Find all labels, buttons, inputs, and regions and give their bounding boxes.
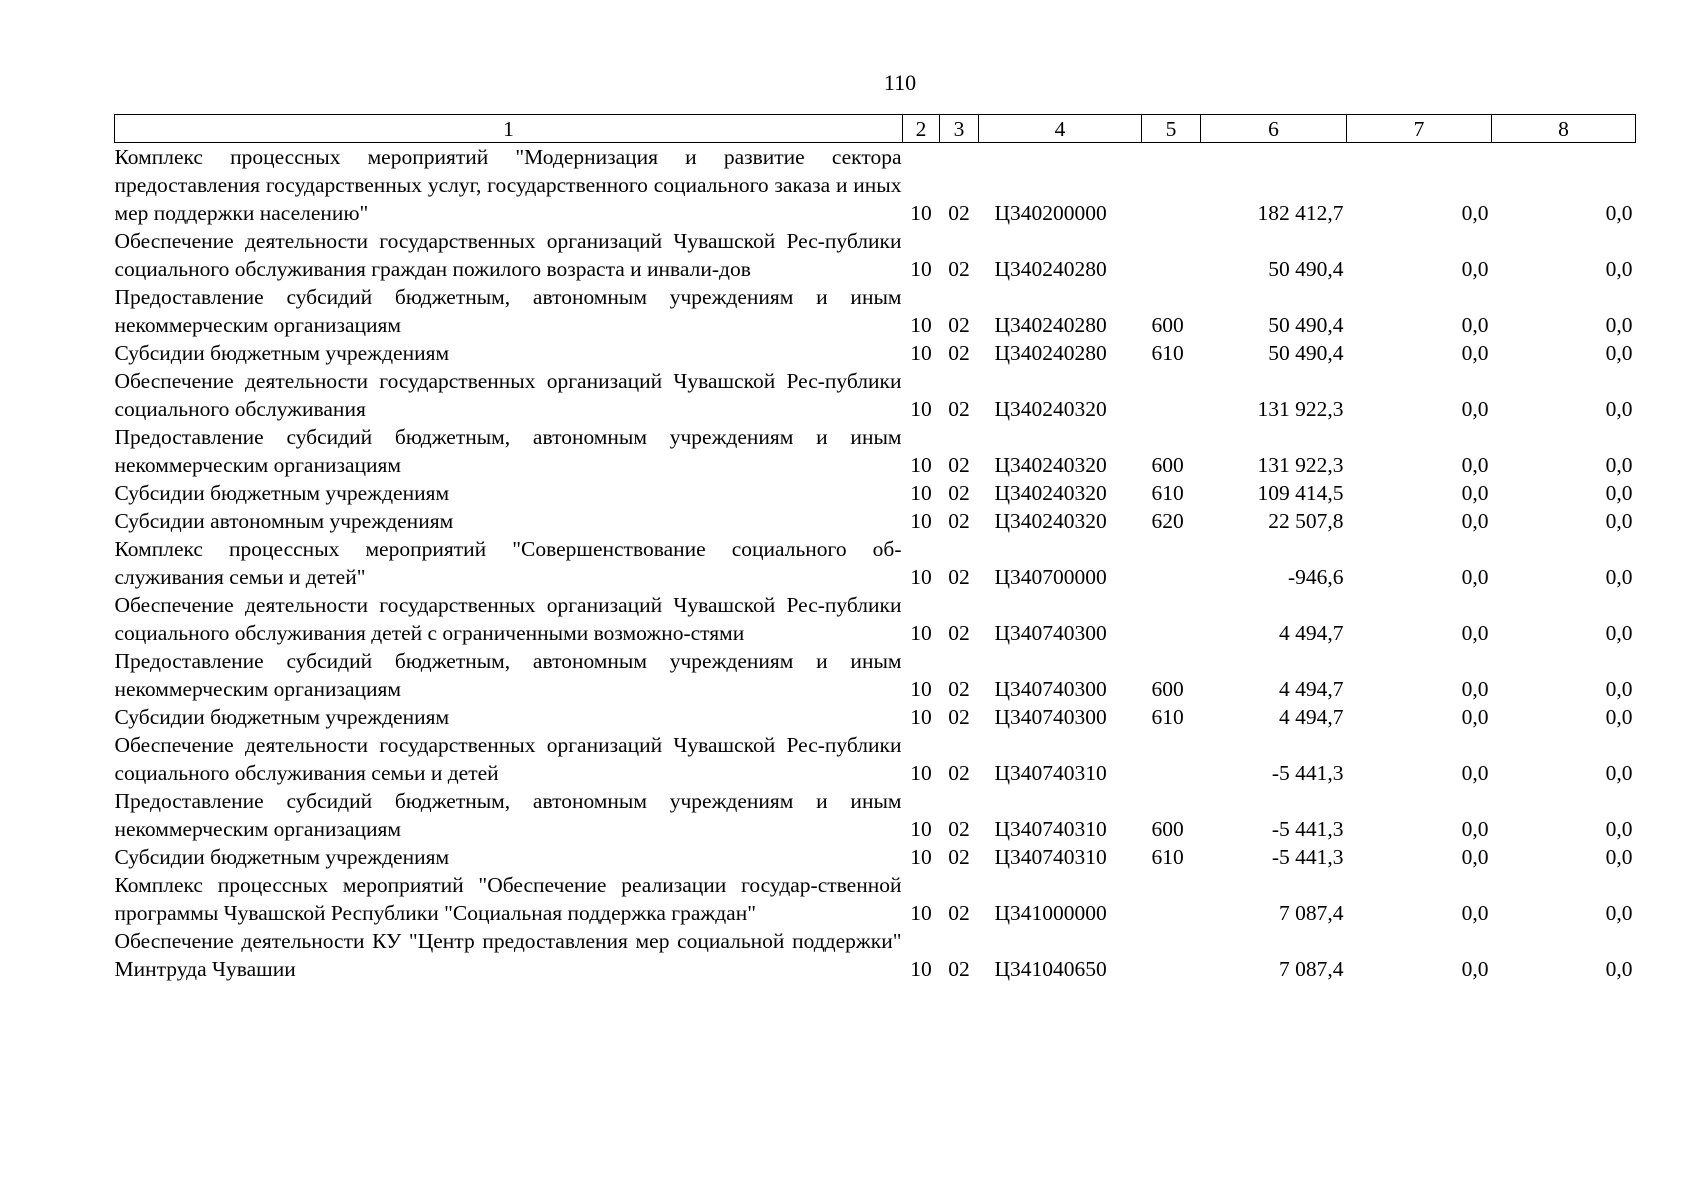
table-row — [115, 871, 1636, 927]
row-subsection: 02 — [948, 201, 970, 225]
row-section: 10 — [910, 817, 932, 841]
row-subsection: 02 — [948, 677, 970, 701]
row-name: Предоставление субсидий бюджетным, автономным учреждениям и иным некоммерческим организациям — [114, 789, 902, 841]
row-amount-col7: 0,0 — [1461, 509, 1489, 533]
row-amount-col7: 0,0 — [1461, 397, 1489, 421]
row-amount-col8: 0,0 — [1605, 481, 1633, 505]
row-subsection: 02 — [948, 957, 970, 981]
row-target-article: Ц340240320 — [994, 509, 1107, 533]
row-expense-type — [1142, 535, 1201, 591]
row-name: Субсидии бюджетным учреждениям — [114, 481, 450, 505]
row-subsection: 02 — [948, 397, 970, 421]
row-amount-col6: 4 494,7 — [1279, 621, 1344, 645]
table-header — [115, 115, 1636, 143]
row-name: Субсидии бюджетным учреждениям — [114, 845, 450, 869]
row-amount-col7: 0,0 — [1461, 481, 1489, 505]
row-amount-col8: 0,0 — [1605, 201, 1633, 225]
column-header-7: 7 — [1347, 115, 1492, 143]
row-target-article: Ц340740310 — [994, 817, 1107, 841]
row-target-article: Ц340240320 — [994, 397, 1107, 421]
row-section: 10 — [910, 901, 932, 925]
row-expense-type — [1142, 367, 1201, 423]
row-name: Предоставление субсидий бюджетным, автономным учреждениям и иным некоммерческим организациям — [114, 285, 902, 337]
table-row — [115, 227, 1636, 283]
row-amount-col8: 0,0 — [1605, 817, 1633, 841]
row-target-article: Ц340740300 — [994, 705, 1107, 729]
row-amount-col7: 0,0 — [1461, 817, 1489, 841]
row-amount-col8: 0,0 — [1605, 313, 1633, 337]
row-amount-col7: 0,0 — [1461, 341, 1489, 365]
column-header-4: 4 — [979, 115, 1142, 143]
row-expense-type: 610 — [1151, 341, 1184, 365]
row-amount-col6: 109 414,5 — [1257, 481, 1344, 505]
row-expense-type — [1142, 143, 1201, 228]
row-expense-type: 600 — [1151, 677, 1184, 701]
row-subsection: 02 — [948, 453, 970, 477]
row-amount-col6: 50 490,4 — [1268, 257, 1344, 281]
row-subsection: 02 — [948, 565, 970, 589]
row-expense-type: 600 — [1151, 817, 1184, 841]
table-row — [115, 731, 1636, 787]
row-name: Комплекс процессных мероприятий "Обеспечение реализации государ-ственной программы Чувашской Республики "Социальная поддержка граждан" — [114, 873, 902, 925]
row-name: Обеспечение деятельности государственных организаций Чувашской Рес-публики социального обслуживания граждан пожилого возраста и инвали-дов — [114, 229, 902, 281]
row-target-article: Ц340200000 — [994, 201, 1107, 225]
row-expense-type — [1142, 731, 1201, 787]
row-amount-col6: 50 490,4 — [1268, 313, 1344, 337]
row-amount-col7: 0,0 — [1461, 901, 1489, 925]
row-subsection: 02 — [948, 257, 970, 281]
row-target-article: Ц340700000 — [994, 565, 1107, 589]
row-amount-col7: 0,0 — [1461, 257, 1489, 281]
table-row — [115, 787, 1636, 843]
row-amount-col6: 131 922,3 — [1257, 453, 1344, 477]
row-amount-col8: 0,0 — [1605, 761, 1633, 785]
row-expense-type: 610 — [1151, 481, 1184, 505]
table-row — [115, 339, 1636, 367]
row-subsection: 02 — [948, 845, 970, 869]
table-row — [115, 507, 1636, 535]
row-target-article: Ц340740310 — [994, 761, 1107, 785]
row-amount-col8: 0,0 — [1605, 565, 1633, 589]
row-subsection: 02 — [948, 621, 970, 645]
row-amount-col7: 0,0 — [1461, 453, 1489, 477]
table-row — [115, 535, 1636, 591]
row-expense-type: 600 — [1151, 453, 1184, 477]
row-amount-col8: 0,0 — [1605, 453, 1633, 477]
row-amount-col6: -5 441,3 — [1271, 761, 1344, 785]
row-section: 10 — [910, 845, 932, 869]
row-amount-col8: 0,0 — [1605, 509, 1633, 533]
row-name: Обеспечение деятельности государственных организаций Чувашской Рес-публики социального обслуживания — [114, 369, 902, 421]
row-expense-type — [1142, 227, 1201, 283]
row-section: 10 — [910, 621, 932, 645]
row-name: Предоставление субсидий бюджетным, автономным учреждениям и иным некоммерческим организациям — [114, 649, 902, 701]
table-row — [115, 367, 1636, 423]
row-section: 10 — [910, 565, 932, 589]
row-amount-col8: 0,0 — [1605, 957, 1633, 981]
row-amount-col6: 182 412,7 — [1257, 201, 1344, 225]
row-target-article: Ц340740310 — [994, 845, 1107, 869]
row-amount-col8: 0,0 — [1605, 845, 1633, 869]
row-amount-col6: -5 441,3 — [1271, 845, 1344, 869]
table-row — [115, 647, 1636, 703]
row-name: Обеспечение деятельности государственных организаций Чувашской Рес-публики социального обслуживания семьи и детей — [114, 733, 902, 785]
row-target-article: Ц341040650 — [994, 957, 1107, 981]
column-header-6: 6 — [1201, 115, 1347, 143]
row-expense-type: 620 — [1151, 509, 1184, 533]
row-target-article: Ц340740300 — [994, 677, 1107, 701]
row-amount-col7: 0,0 — [1461, 761, 1489, 785]
row-subsection: 02 — [948, 481, 970, 505]
column-header-1: 1 — [115, 115, 903, 143]
row-amount-col8: 0,0 — [1605, 621, 1633, 645]
row-section: 10 — [910, 257, 932, 281]
row-subsection: 02 — [948, 341, 970, 365]
table-row — [115, 143, 1636, 228]
row-amount-col8: 0,0 — [1605, 677, 1633, 701]
row-expense-type: 600 — [1151, 313, 1184, 337]
row-section: 10 — [910, 957, 932, 981]
row-section: 10 — [910, 677, 932, 701]
row-target-article: Ц340240280 — [994, 257, 1107, 281]
column-header-8: 8 — [1492, 115, 1636, 143]
row-name: Обеспечение деятельности КУ "Центр предоставления мер социальной поддержки" Минтруда Чувашии — [114, 929, 902, 981]
row-name: Комплекс процессных мероприятий "Совершенствование социального об-служивания семьи и детей" — [114, 537, 902, 589]
row-section: 10 — [910, 509, 932, 533]
row-section: 10 — [910, 705, 932, 729]
row-amount-col8: 0,0 — [1605, 397, 1633, 421]
table-row — [115, 843, 1636, 871]
column-header-2: 2 — [903, 115, 940, 143]
row-target-article: Ц340240280 — [994, 341, 1107, 365]
row-subsection: 02 — [948, 509, 970, 533]
page-number: 110 — [883, 70, 917, 95]
row-subsection: 02 — [948, 313, 970, 337]
row-amount-col7: 0,0 — [1461, 201, 1489, 225]
row-amount-col8: 0,0 — [1605, 257, 1633, 281]
row-amount-col7: 0,0 — [1461, 705, 1489, 729]
row-amount-col7: 0,0 — [1461, 845, 1489, 869]
row-expense-type: 610 — [1151, 845, 1184, 869]
row-amount-col7: 0,0 — [1461, 621, 1489, 645]
row-subsection: 02 — [948, 761, 970, 785]
table-row — [115, 423, 1636, 479]
row-amount-col7: 0,0 — [1461, 677, 1489, 701]
row-amount-col6: 7 087,4 — [1279, 901, 1344, 925]
row-amount-col6: -5 441,3 — [1271, 817, 1344, 841]
row-subsection: 02 — [948, 817, 970, 841]
row-subsection: 02 — [948, 705, 970, 729]
row-expense-type — [1142, 871, 1201, 927]
row-section: 10 — [910, 313, 932, 337]
row-amount-col8: 0,0 — [1605, 705, 1633, 729]
row-amount-col8: 0,0 — [1605, 901, 1633, 925]
row-target-article: Ц341000000 — [994, 901, 1107, 925]
budget-table — [114, 114, 1636, 983]
row-target-article: Ц340240280 — [994, 313, 1107, 337]
column-header-5: 5 — [1142, 115, 1201, 143]
column-header-3: 3 — [940, 115, 979, 143]
row-section: 10 — [910, 453, 932, 477]
row-name: Комплекс процессных мероприятий "Модернизация и развитие сектора предоставления государственных услуг, государственного социального заказа и иных мер поддержки населению" — [114, 145, 902, 225]
row-section: 10 — [910, 761, 932, 785]
row-amount-col7: 0,0 — [1461, 957, 1489, 981]
row-name: Субсидии бюджетным учреждениям — [114, 705, 450, 729]
row-name: Обеспечение деятельности государственных организаций Чувашской Рес-публики социального обслуживания детей с ограниченными возможно-стями — [114, 593, 902, 645]
row-amount-col8: 0,0 — [1605, 341, 1633, 365]
row-section: 10 — [910, 397, 932, 421]
table-row — [115, 703, 1636, 731]
row-subsection: 02 — [948, 901, 970, 925]
row-amount-col6: 4 494,7 — [1279, 677, 1344, 701]
row-name: Предоставление субсидий бюджетным, автономным учреждениям и иным некоммерческим организациям — [114, 425, 902, 477]
row-name: Субсидии автономным учреждениям — [114, 509, 454, 533]
row-amount-col7: 0,0 — [1461, 313, 1489, 337]
row-expense-type — [1142, 591, 1201, 647]
row-section: 10 — [910, 341, 932, 365]
row-amount-col6: 7 087,4 — [1279, 957, 1344, 981]
table-row — [115, 479, 1636, 507]
table-body — [115, 143, 1636, 984]
row-amount-col6: 4 494,7 — [1279, 705, 1344, 729]
row-target-article: Ц340240320 — [994, 453, 1107, 477]
row-amount-col7: 0,0 — [1461, 565, 1489, 589]
row-section: 10 — [910, 201, 932, 225]
row-expense-type: 610 — [1151, 705, 1184, 729]
row-target-article: Ц340740300 — [994, 621, 1107, 645]
row-amount-col6: 22 507,8 — [1268, 509, 1344, 533]
table-row — [115, 927, 1636, 983]
column-number-row — [115, 115, 1636, 143]
row-expense-type — [1142, 927, 1201, 983]
row-section: 10 — [910, 481, 932, 505]
row-name: Субсидии бюджетным учреждениям — [114, 341, 450, 365]
table-row — [115, 283, 1636, 339]
row-amount-col6: 50 490,4 — [1268, 341, 1344, 365]
row-amount-col6: 131 922,3 — [1257, 397, 1344, 421]
table-row — [115, 591, 1636, 647]
row-amount-col6: -946,6 — [1287, 565, 1344, 589]
row-target-article: Ц340240320 — [994, 481, 1107, 505]
